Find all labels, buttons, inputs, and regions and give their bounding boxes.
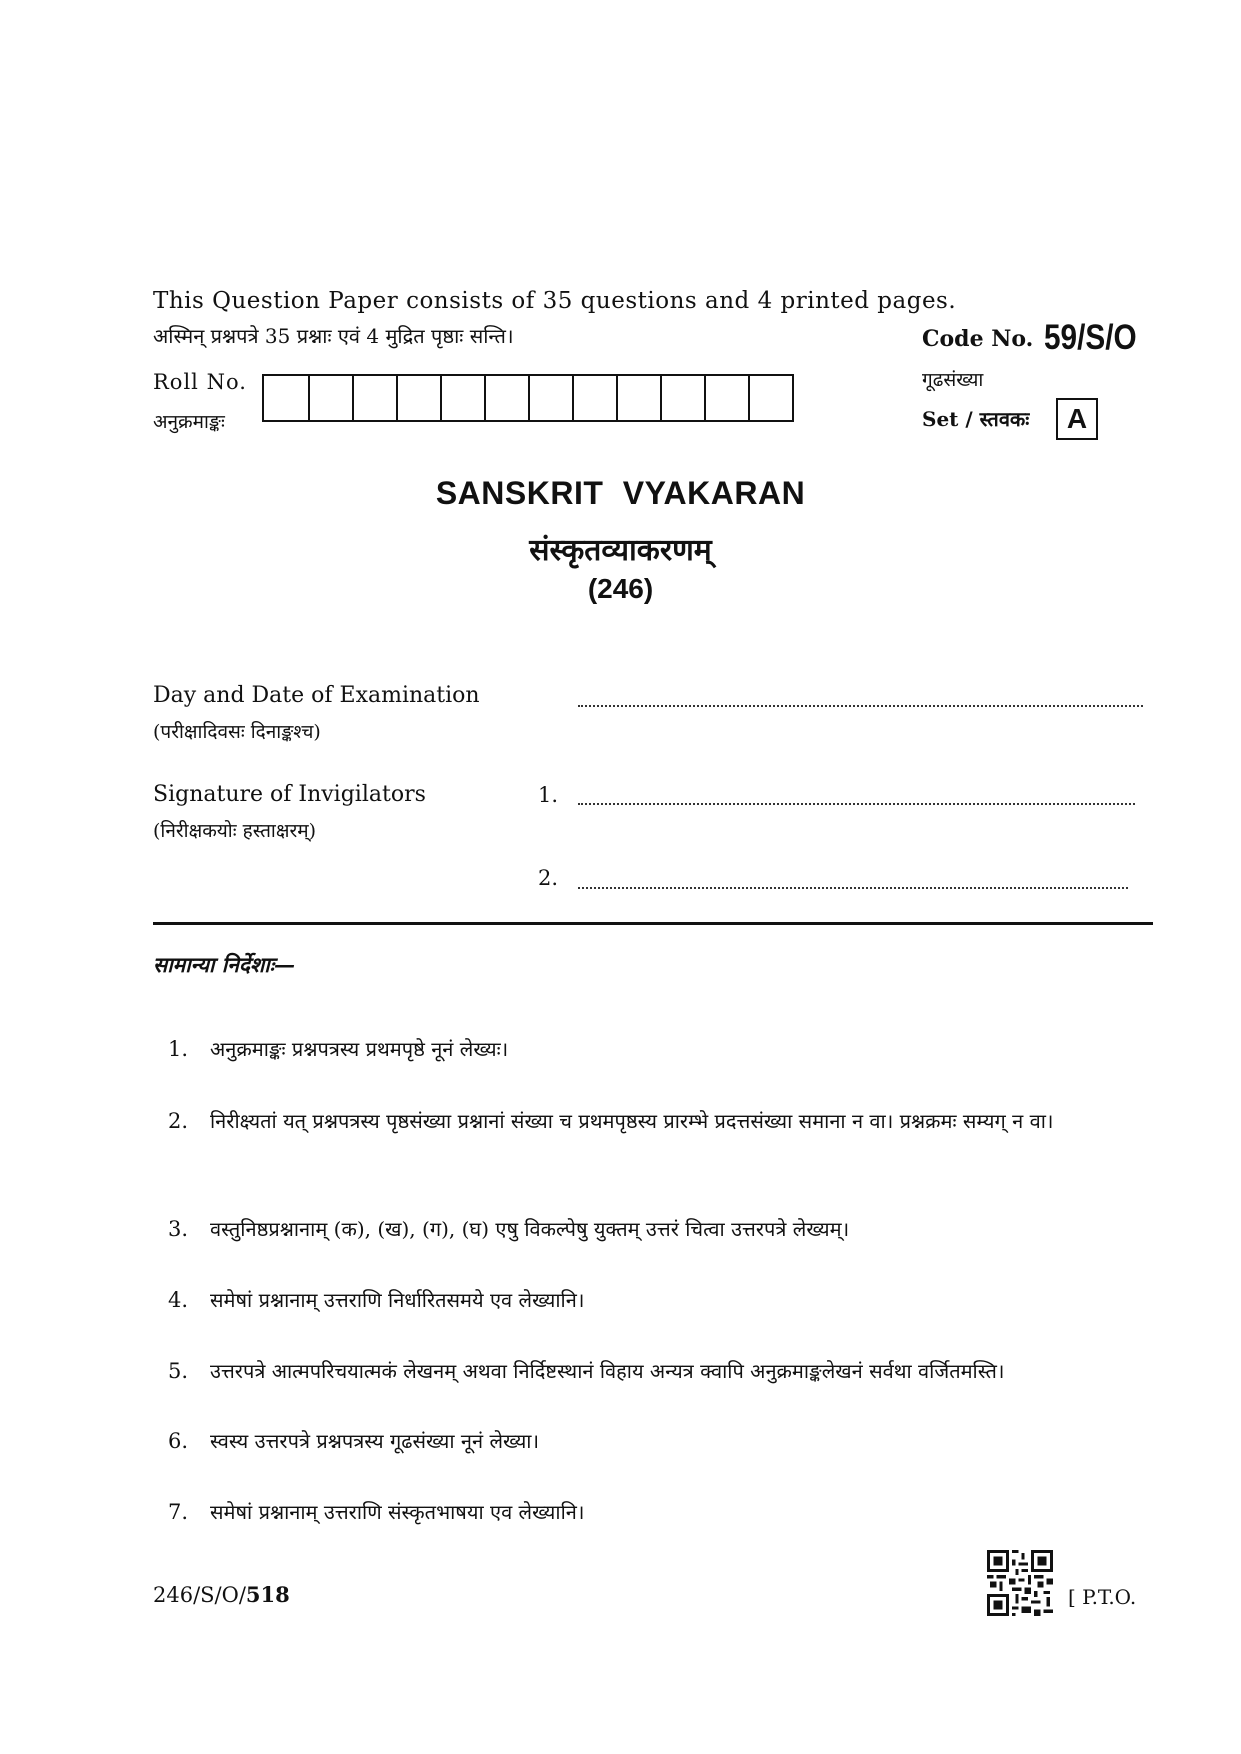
set-label: Set / स्तवकः	[922, 407, 1030, 431]
instruction-number: 1.	[168, 1037, 189, 1061]
roll-cell[interactable]	[528, 376, 572, 420]
signature-number-2: 2.	[538, 866, 559, 890]
pto-label: [ P.T.O.	[1068, 1585, 1137, 1609]
code-label: Code No.	[922, 326, 1034, 352]
paper-code-number: 518	[245, 1582, 290, 1607]
invigilator-sign-label-hi: (निरीक्षकयोः हस्ताक्षरम्)	[153, 820, 317, 842]
instruction-text: समेषां प्रश्नानाम् उत्तराणि संस्कृतभाषया एव लेख्यानि।	[210, 1500, 585, 1524]
roll-cell[interactable]	[484, 376, 528, 420]
roll-cell[interactable]	[660, 376, 704, 420]
signature-number-1: 1.	[538, 783, 559, 807]
set-value-box: A	[1056, 398, 1098, 440]
invigilator-sign-label: Signature of Invigilators	[153, 782, 426, 807]
divider	[153, 922, 1153, 925]
roll-cell[interactable]	[572, 376, 616, 420]
instruction-number: 4.	[168, 1288, 189, 1312]
paper-code-footer	[153, 1582, 290, 1607]
roll-cell[interactable]	[264, 376, 308, 420]
paper-code-prefix: 246/S/O/	[153, 1583, 246, 1607]
subject-code: (246)	[587, 573, 654, 604]
instruction-text: निरीक्ष्यतां यत् प्रश्नपत्रस्य पृष्ठसंख्या प्रश्नानां संख्या च प्रथमपृष्ठस्य प्रारम्भे प्रदत्तसंख्या समाना न वा। प्रश्नक्रमः सम्यग् न वा।	[210, 1109, 1054, 1133]
instruction-number: 7.	[168, 1500, 189, 1524]
roll-cell[interactable]	[308, 376, 352, 420]
instruction-text: स्वस्य उत्तरपत्रे प्रश्नपत्रस्य गूढसंख्या नूनं लेख्या।	[210, 1429, 540, 1453]
roll-cell[interactable]	[748, 376, 792, 420]
roll-label-hi: अनुक्रमाङ्कः	[153, 411, 225, 433]
instruction-text: उत्तरपत्रे आत्मपरिचयात्मकं लेखनम् अथवा निर्दिष्टस्थानं विहाय अन्यत्र क्वापि अनुक्रमाङ्कलेखनं सर्वथा वर्जितमस्ति।	[210, 1359, 1005, 1383]
instruction-number: 5.	[168, 1359, 189, 1383]
subject-title-en: SANSKRIT VYAKARAN	[435, 475, 806, 511]
instruction-text: समेषां प्रश्नानाम् उत्तराणि निर्धारितसमये एव लेख्यानि।	[210, 1288, 585, 1312]
instruction-text: अनुक्रमाङ्कः प्रश्नपत्रस्य प्रथमपृष्ठे नूनं लेख्यः।	[210, 1037, 509, 1061]
roll-cell[interactable]	[440, 376, 484, 420]
exam-date-line[interactable]	[578, 703, 1143, 707]
subject-title-hi: संस्कृतव्याकरणम्	[529, 533, 712, 568]
instruction-text: वस्तुनिष्ठप्रश्नानाम् (क), (ख), (ग), (घ) एषु विकल्पेषु युक्तम् उत्तरं चित्वा उत्तरपत्रे लेख्यम्।	[210, 1217, 850, 1241]
qr-code-icon	[987, 1550, 1053, 1616]
roll-cell[interactable]	[616, 376, 660, 420]
instruction-number: 2.	[168, 1109, 189, 1133]
roll-cell[interactable]	[396, 376, 440, 420]
roll-cell[interactable]	[704, 376, 748, 420]
roll-cell[interactable]	[352, 376, 396, 420]
signature-line-1[interactable]	[578, 801, 1135, 805]
roll-label: Roll No.	[153, 370, 247, 394]
instruction-number: 6.	[168, 1429, 189, 1453]
pages-statement-en: This Question Paper consists of 35 questions and 4 printed pages.	[153, 288, 957, 314]
roll-number-boxes[interactable]	[262, 374, 794, 422]
code-value: 59/S/O	[1044, 318, 1137, 357]
pages-statement-hi: अस्मिन् प्रश्नपत्रे 35 प्रश्नाः एवं 4 मुद्रित पृष्ठाः सन्ति।	[153, 324, 514, 348]
signature-line-2[interactable]	[578, 885, 1128, 889]
instructions-heading: सामान्या निर्देशाः—	[153, 952, 295, 977]
code-label-hi: गूढसंख्या	[922, 369, 984, 391]
exam-date-label-hi: (परीक्षादिवसः दिनाङ्कश्च)	[153, 721, 321, 743]
exam-date-label: Day and Date of Examination	[153, 683, 480, 708]
instruction-number: 3.	[168, 1217, 189, 1241]
